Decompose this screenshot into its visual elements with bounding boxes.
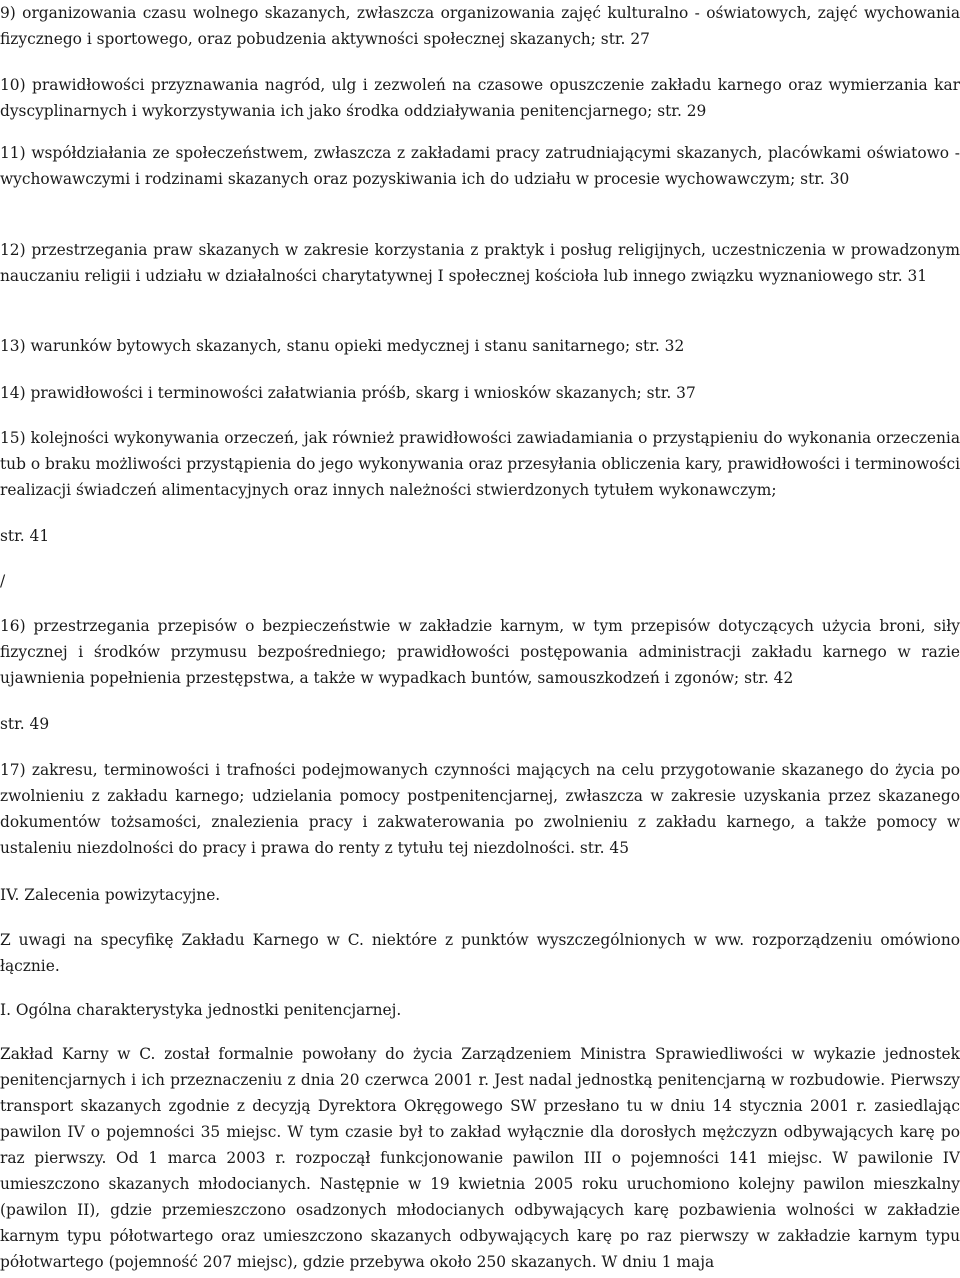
paragraph-item-10: 10) prawidłowości przyznawania nagród, ulg i zezwoleń na czasowe opuszczenie zakładu karnego oraz wymierzania kar dyscyplinarnych i wykorzystywania ich jako środka oddziaływania penitencjarnego; str. 29 [0, 76, 960, 120]
section-heading: I. Ogólna charakterystyka jednostki penitencjarnej. [0, 1001, 402, 1019]
paragraph-item-15: 15) kolejności wykonywania orzeczeń, jak również prawidłowości zawiadamiania o przystąpieniu do wykonania orzeczenia tub o braku możliwości przystąpienia do jego wykonywania oraz przesyłania obliczenia kary, prawidłowości i terminowości realizacji świadczeń alimentacyjnych oraz innych należności stwierdzonych tytułem wykonawczym; [0, 429, 960, 499]
section-heading: IV. Zalecenia powizytacyjne. [0, 886, 221, 904]
paragraph-item-17: 17) zakresu, terminowości i trafności podejmowanych czynności mających na celu przygotowanie skazanego do życia po zwolnieniu z zakładu karnego; udzielania pomocy postpenitencjarnej, zwłaszcza w zakresie uzyskania przez skazanego dokumentów tożsamości, znalezienia pracy i zakwaterowania po zwolnieniu z zakładu karnego, a także pomocy w ustaleniu niezdolności do pracy i prawa do renty z tytułu tej niezdolności. str. 45 [0, 761, 960, 857]
page-reference: str. 49 [0, 715, 50, 733]
body-paragraph: Z uwagi na specyfikę Zakładu Karnego w C. niektóre z punktów wyszczególnionych w ww. rozporządzeniu omówiono łącznie. [0, 931, 960, 975]
paragraph-item-14: 14) prawidłowości i terminowości załatwiania próśb, skarg i wniosków skazanych; str. 37 [0, 384, 696, 402]
page-reference: str. 41 [0, 527, 50, 545]
paragraph-item-9: 9) organizowania czasu wolnego skazanych, zwłaszcza organizowania zajęć kulturalno - oświatowych, zajęć wychowania fizycznego i sportowego, oraz pobudzenia aktywności społecznej skazanych; str. 27 [0, 4, 960, 48]
stray-slash: / [0, 572, 6, 590]
paragraph-item-12: 12) przestrzegania praw skazanych w zakresie korzystania z praktyk i posług religijnych, uczestniczenia w prowadzonym nauczaniu religii i udziału w działalności charytatywnej I społecznej kościoła lub innego związku wyznaniowego str. 31 [0, 241, 960, 285]
paragraph-item-16: 16) przestrzegania przepisów o bezpieczeństwie w zakładzie karnym, w tym przepisów dotyczących użycia broni, siły fizycznej i środków przymusu bezpośredniego; prawidłowości postępowania administracji zakładu karnego w razie ujawnienia popełnienia przestępstwa, a także w wypadkach buntów, samouszkodzeń i zgonów; str. 42 [0, 617, 960, 687]
body-paragraph: Zakład Karny w C. został formalnie powołany do życia Zarządzeniem Ministra Sprawiedliwości w wykazie jednostek penitencjarnych i ich przeznaczeniu z dnia 20 czerwca 2001 r. Jest nadal jednostką penitencjarną w rozbudowie. Pierwszy transport skazanych zgodnie z decyzją Dyrektora Okręgowego SW przesłano tu w dniu 14 stycznia 2001 r. zasiedlając pawilon IV o pojemności 35 miejsc. W tym czasie był to zakład wyłącznie dla dorosłych mężczyzn odbywających karę po raz pierwszy. Od 1 marca 2003 r. rozpoczął funkcjonowanie pawilon III o pojemności 141 miejsc. W pawilonie IV umieszczono skazanych młodocianych. Następnie w 19 kwietnia 2005 roku uruchomiono kolejny pawilon mieszkalny (pawilon II), gdzie przemieszczono osadzonych młodocianych odbywających karę pozbawienia wolności w zakładzie karnym typu półotwartego oraz umieszczono skazanych odbywających karę po raz pierwszy w zakładzie karnym typu półotwartego (pojemność 207 miejsc), gdzie przebywa około 250 skazanych. W dniu 1 maja [0, 1045, 960, 1271]
paragraph-item-13: 13) warunków bytowych skazanych, stanu opieki medycznej i stanu sanitarnego; str. 32 [0, 337, 685, 355]
paragraph-item-11: 11) współdziałania ze społeczeństwem, zwłaszcza z zakładami pracy zatrudniającymi skazanych, placówkami oświatowo - wychowawczymi i rodzinami skazanych oraz pozyskiwania ich do udziału w procesie wychowawczym; str. 30 [0, 144, 960, 188]
